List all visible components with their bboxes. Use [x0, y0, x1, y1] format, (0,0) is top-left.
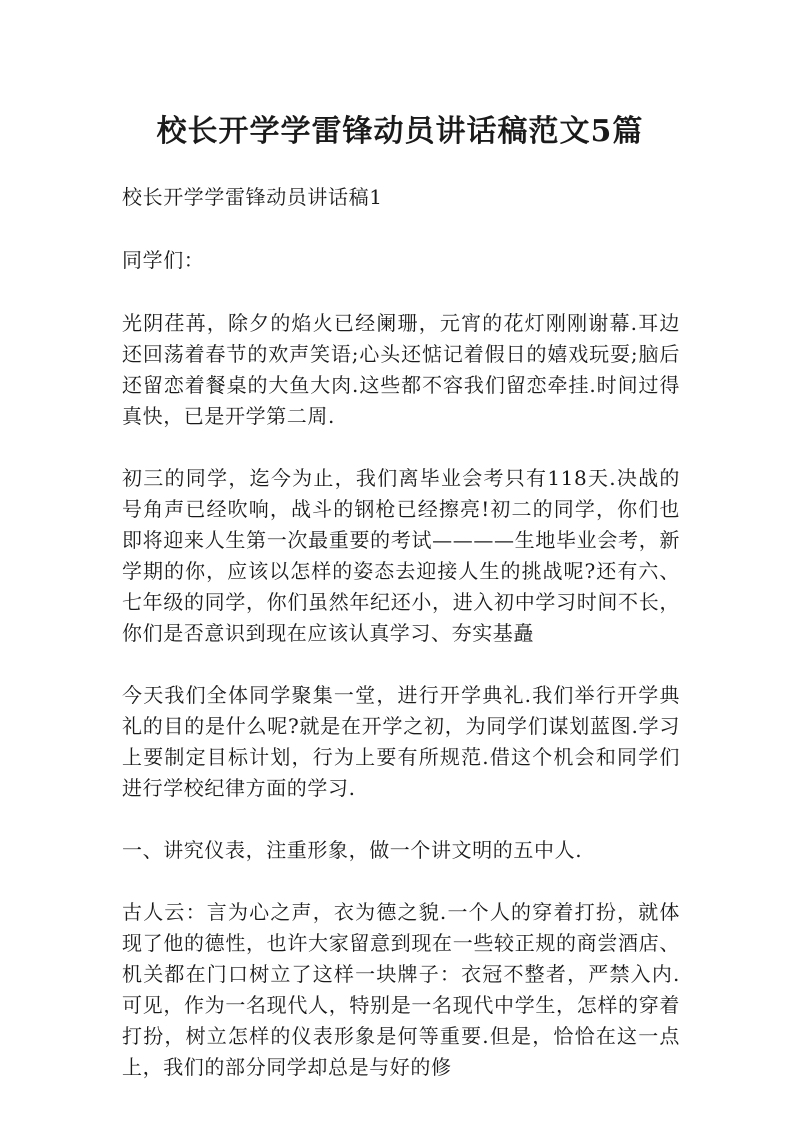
- greeting: 同学们：: [122, 248, 205, 272]
- section-heading: 校长开学学雷锋动员讲话稿1: [122, 185, 383, 209]
- paragraph-5: 古人云：言为心之声，衣为德之貌.一个人的穿着打扮，就体现了他的德性，也许大家留意到现在一些较正规的商尝酒店、机关都在门口树立了这样一块牌子：衣冠不整者，严禁入内.可见，作为一名现代人，特别是一名现代中学生，怎样的穿着打扮，树立怎样的仪表形象是何等重要.但是，恰恰在这一点上，我们的部分同学却总是与好的修: [122, 900, 680, 1079]
- document-body: [122, 182, 680, 1114]
- paragraph-2: 初三的同学，迄今为止，我们离毕业会考只有118天.决战的号角声已经吹响，战斗的钢枪已经擦亮!初二的同学，你们也即将迎来人生第一次最重要的考试————生地毕业会考，新学期的你，应该以怎样的姿态去迎接人生的挑战呢?还有六、七年级的同学，你们虽然年纪还小，进入初中学习时间不长，你们是否意识到现在应该认真学习、夯实基矗: [122, 466, 680, 645]
- paragraph-4-heading: 一、讲究仪表，注重形象，做一个讲文明的五中人.: [122, 838, 583, 862]
- paragraph-1: 光阴荏苒，除夕的焰火已经阑珊，元宵的花灯刚刚谢幕.耳边还回荡着春节的欢声笑语;心头还惦记着假日的嬉戏玩耍;脑后还留恋着餐桌的大鱼大肉.这些都不容我们留恋牵挂.时间过得真快，已是开学第二周.: [122, 311, 680, 428]
- document-title: 校长开学学雷锋动员讲话稿范文5篇: [156, 114, 644, 149]
- paragraph-3: 今天我们全体同学聚集一堂，进行开学典礼.我们举行开学典礼的目的是什么呢?就是在开学之初，为同学们谋划蓝图.学习上要制定目标计划，行为上要有所规范.借这个机会和同学们进行学校纪律方面的学习.: [122, 683, 680, 800]
